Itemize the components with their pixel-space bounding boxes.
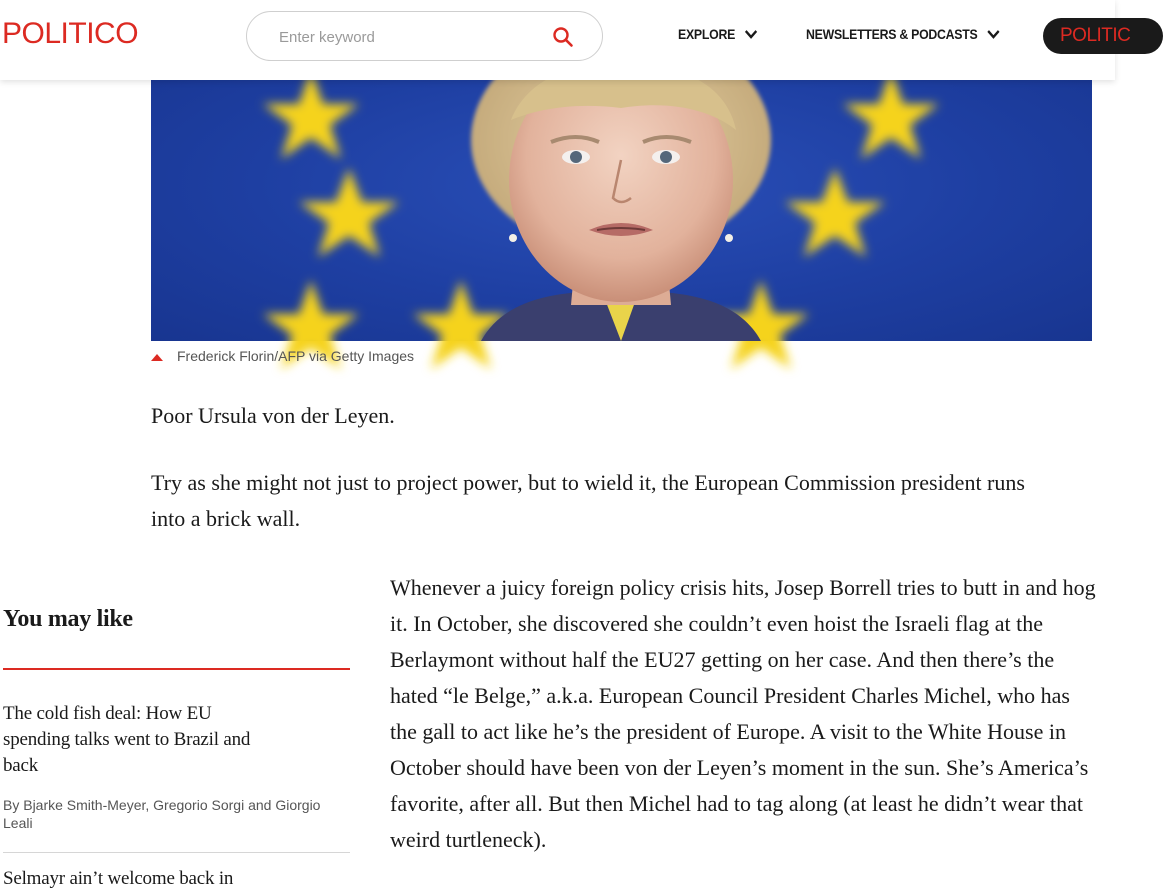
story-divider xyxy=(3,852,350,853)
section-divider xyxy=(3,668,350,670)
search-icon[interactable] xyxy=(552,26,574,48)
hero-image xyxy=(151,80,1092,341)
nav-newsletters-label: NEWSLETTERS & PODCASTS xyxy=(806,26,978,42)
caption-triangle-icon xyxy=(151,354,163,361)
related-story-link[interactable]: Selmayr ain’t welcome back in xyxy=(3,868,234,889)
nav-newsletters-podcasts[interactable] xyxy=(806,26,1000,42)
you-may-like-heading: You may like xyxy=(3,606,133,632)
chevron-down-icon xyxy=(744,29,758,39)
search-bar xyxy=(246,11,603,61)
image-caption xyxy=(151,348,414,364)
article-paragraph: Poor Ursula von der Leyen. xyxy=(151,403,395,428)
chevron-down-icon xyxy=(986,29,1000,39)
related-story-link[interactable]: The cold fish deal: How EU spending talks went to Brazil and back xyxy=(3,703,251,776)
article-paragraph: Whenever a juicy foreign policy crisis hits, Josep Borrell tries to butt in and hog it. In October, she discovered she couldn’t even hoist the Israeli flag at the Berlaymont without half the EU27 getting on her case. And then there’s the hated “le Belge,” a.k.a. European Council President Charles Michel, who has the gall to act like he’s the president of Europe. A visit to the White House in October should have been von der Leyen’s moment in the sun. She’s America’s favorite, after all. But then Michel had to tag along (at least he didn’t wear that weird turtleneck). xyxy=(390,575,1096,852)
search-input[interactable] xyxy=(279,26,539,48)
eu-flag-portrait-illustration xyxy=(151,80,1092,341)
caption-credit: Frederick Florin/AFP via Getty Images xyxy=(177,348,415,364)
site-header xyxy=(0,0,1131,80)
nav-explore-label: EXPLORE xyxy=(678,26,736,42)
politico-logo[interactable]: POLITICO xyxy=(2,17,139,50)
nav-explore[interactable] xyxy=(678,26,758,42)
politico-pro-button[interactable]: POLITIC xyxy=(1043,18,1163,54)
related-story-byline: By Bjarke Smith-Meyer, Gregorio Sorgi and Giorgio Leali xyxy=(3,797,321,831)
article-paragraph: Try as she might not just to project power, but to wield it, the European Commission president runs into a brick wall. xyxy=(151,470,1025,531)
